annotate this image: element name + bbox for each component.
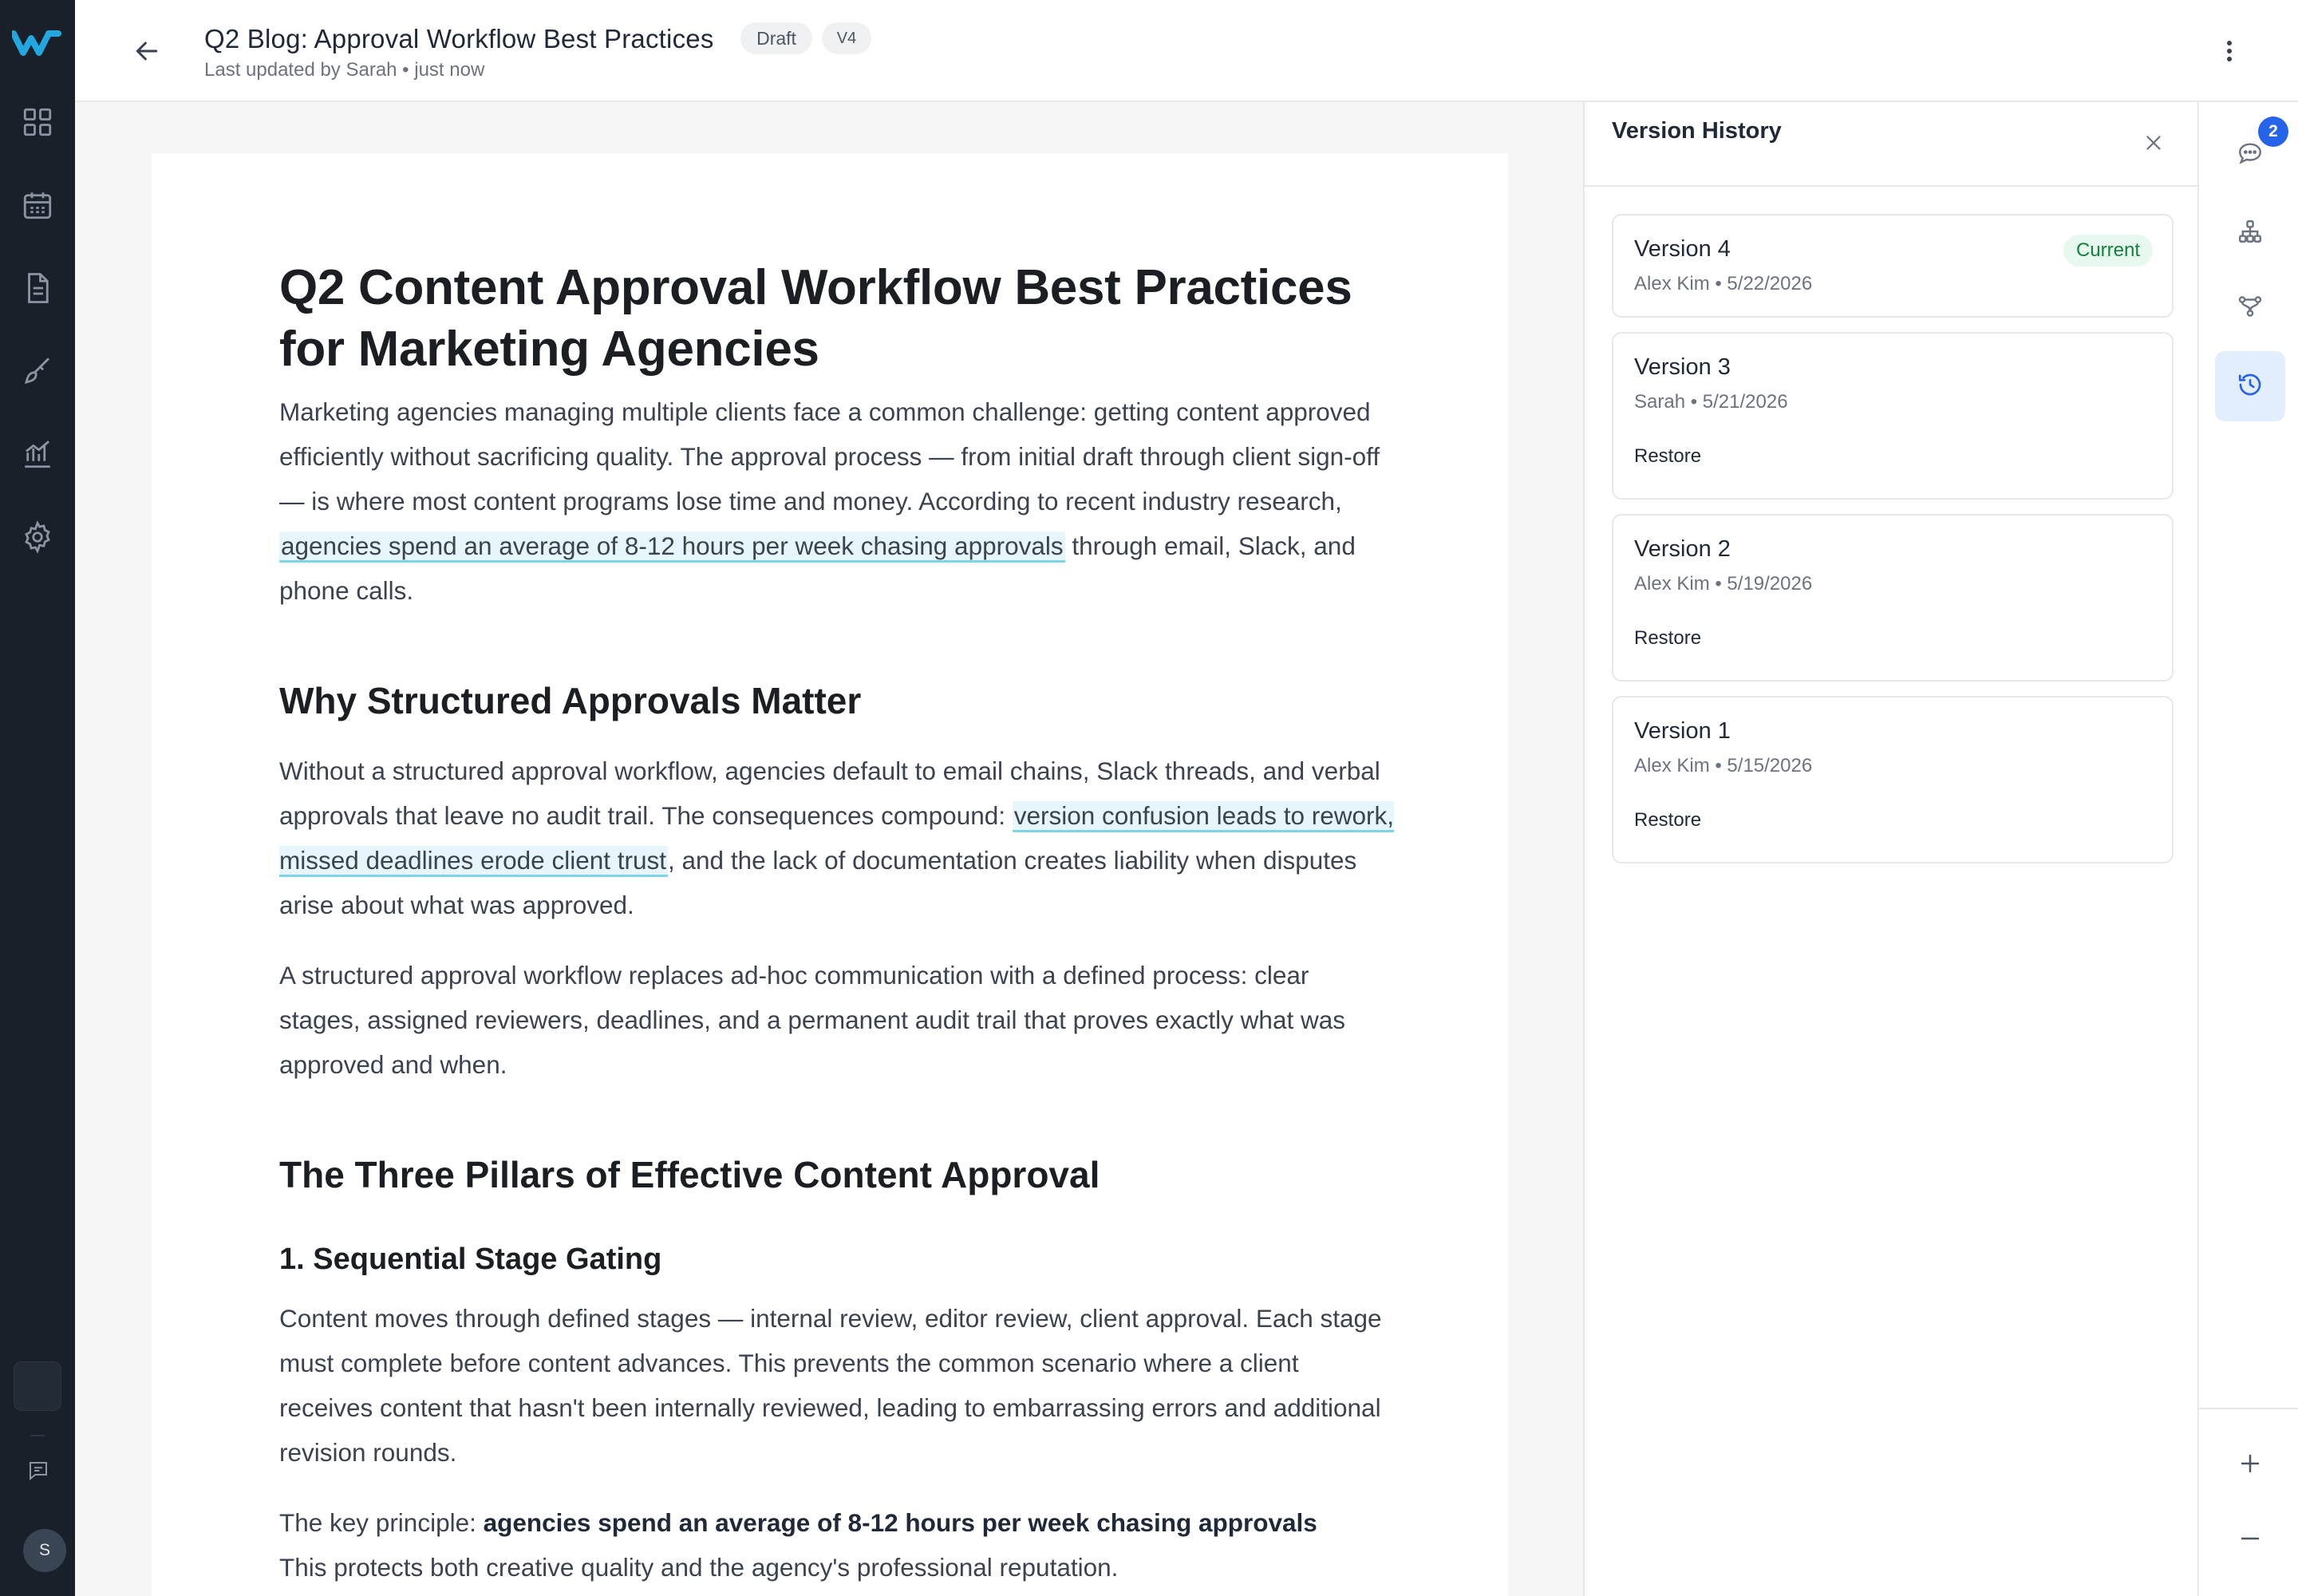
- comments-icon: [2237, 140, 2264, 171]
- paragraph: Content moves through defined stages — internal review, editor review, client approval. Each stage must complete before content advances. This prevents the common scenario where a client receives content that hasn't been internally reviewed, leading to embarrassing errors and additional revision rounds.: [279, 1304, 1382, 1467]
- right-tool-rail: [2197, 102, 2298, 1596]
- page-title: Q2 Blog: Approval Workflow Best Practices: [204, 24, 714, 53]
- paragraph-text: The key principle:: [279, 1508, 484, 1537]
- zoom-in-icon: [2237, 1450, 2264, 1481]
- back-arrow-icon[interactable]: [131, 35, 163, 67]
- dashboard-icon[interactable]: [19, 104, 56, 140]
- version-name: Version 2: [1634, 536, 1731, 562]
- paragraph: A structured approval workflow replaces ad-hoc communication with a defined process: clear stages, assigned reviewers, deadlines, and a permanent audit trail that proves exactly what was approved and when.: [279, 961, 1345, 1079]
- more-options-icon[interactable]: [2221, 35, 2237, 67]
- document-title: Q2 Content Approval Workflow Best Practices for Marketing Agencies: [279, 260, 1352, 377]
- paragraph-text: This protects both creative quality and the agency's professional reputation.: [279, 1553, 1119, 1582]
- document-page[interactable]: [152, 153, 1508, 1596]
- history-button[interactable]: [2215, 351, 2285, 421]
- version-name: Version 4: [1634, 236, 1731, 262]
- hierarchy-icon: [2237, 218, 2264, 249]
- paragraph-text: Without a structured approval workflow, agencies default to email chains, Slack threads, and verbal approvals that leave no audit trail. The consequences compound:: [279, 757, 1380, 830]
- intro-paragraph: [279, 389, 1396, 613]
- version-meta: Alex Kim • 5/22/2026: [1634, 273, 1813, 294]
- hierarchy-button[interactable]: [2215, 198, 2285, 268]
- version-card[interactable]: [1612, 696, 2174, 863]
- workflow-icon: [2237, 293, 2264, 324]
- workspace-slot[interactable]: [14, 1361, 61, 1411]
- analytics-icon[interactable]: [19, 436, 56, 472]
- brush-icon[interactable]: [19, 353, 56, 389]
- intro-text: Marketing agencies managing multiple clients face a common challenge: getting content approved efficiently without sacrificing quality. The approval process — from initial draft through client sign-off — is where most content programs lose time and money. According to recent industry research,: [279, 397, 1380, 516]
- restore-button[interactable]: Restore: [1621, 436, 1714, 477]
- version-meta: Sarah • 5/21/2026: [1634, 391, 1788, 413]
- close-icon[interactable]: [2142, 131, 2166, 155]
- status-badge: Draft: [740, 22, 812, 54]
- sidebar-divider: [30, 1435, 45, 1436]
- version-name: Version 3: [1634, 354, 1731, 380]
- zoom-out-button[interactable]: [2215, 1505, 2285, 1575]
- history-icon: [2237, 371, 2264, 402]
- last-updated-text: Last updated by Sarah • just now: [204, 59, 485, 81]
- paragraph-text: , and the lack of documentation creates liability when disputes arise about what was approved.: [279, 846, 1357, 919]
- workflow-button[interactable]: [2215, 273, 2285, 343]
- user-avatar[interactable]: S: [23, 1529, 66, 1572]
- calendar-icon[interactable]: [19, 187, 56, 223]
- version-card[interactable]: [1612, 214, 2174, 318]
- subsection-heading: 1. Sequential Stage Gating: [279, 1242, 662, 1276]
- paragraph: [279, 1500, 1396, 1590]
- version-card[interactable]: [1612, 332, 2174, 500]
- comment-highlight[interactable]: version confusion leads to rework, missed deadlines erode client trust: [279, 801, 1394, 877]
- version-history-panel: [1583, 102, 2197, 1596]
- comment-highlight[interactable]: agencies spend an average of 8-12 hours per week chasing approvals: [279, 531, 1065, 563]
- app-sidebar: [0, 0, 75, 1596]
- panel-title: Version History: [1612, 118, 1782, 144]
- restore-button[interactable]: Restore: [1621, 800, 1714, 841]
- rail-divider: [2199, 1408, 2298, 1409]
- intro-text-end: through email, Slack, and phone calls.: [279, 531, 1356, 605]
- paragraph: [279, 749, 1396, 927]
- section-heading: Why Structured Approvals Matter: [279, 680, 862, 721]
- document-header: [75, 0, 2298, 102]
- panel-header: [1585, 102, 2197, 187]
- section-heading: The Three Pillars of Effective Content Approval: [279, 1154, 1100, 1195]
- comment-count-badge: 2: [2258, 117, 2288, 147]
- zoom-out-icon: [2237, 1525, 2264, 1556]
- settings-icon[interactable]: [19, 519, 56, 555]
- version-name: Version 1: [1634, 718, 1731, 744]
- bold-text: agencies spend an average of 8-12 hours per week chasing approvals: [483, 1508, 1317, 1537]
- logo-icon[interactable]: [12, 27, 63, 59]
- restore-button[interactable]: Restore: [1621, 618, 1714, 659]
- chat-icon[interactable]: [26, 1459, 50, 1483]
- document-body[interactable]: [279, 257, 1396, 1590]
- zoom-in-button[interactable]: [2215, 1430, 2285, 1500]
- document-icon[interactable]: [19, 270, 56, 306]
- version-badge: V4: [822, 22, 871, 54]
- version-meta: Alex Kim • 5/15/2026: [1634, 755, 1813, 776]
- current-badge: Current: [2063, 235, 2153, 267]
- version-card[interactable]: [1612, 514, 2174, 681]
- version-meta: Alex Kim • 5/19/2026: [1634, 573, 1813, 595]
